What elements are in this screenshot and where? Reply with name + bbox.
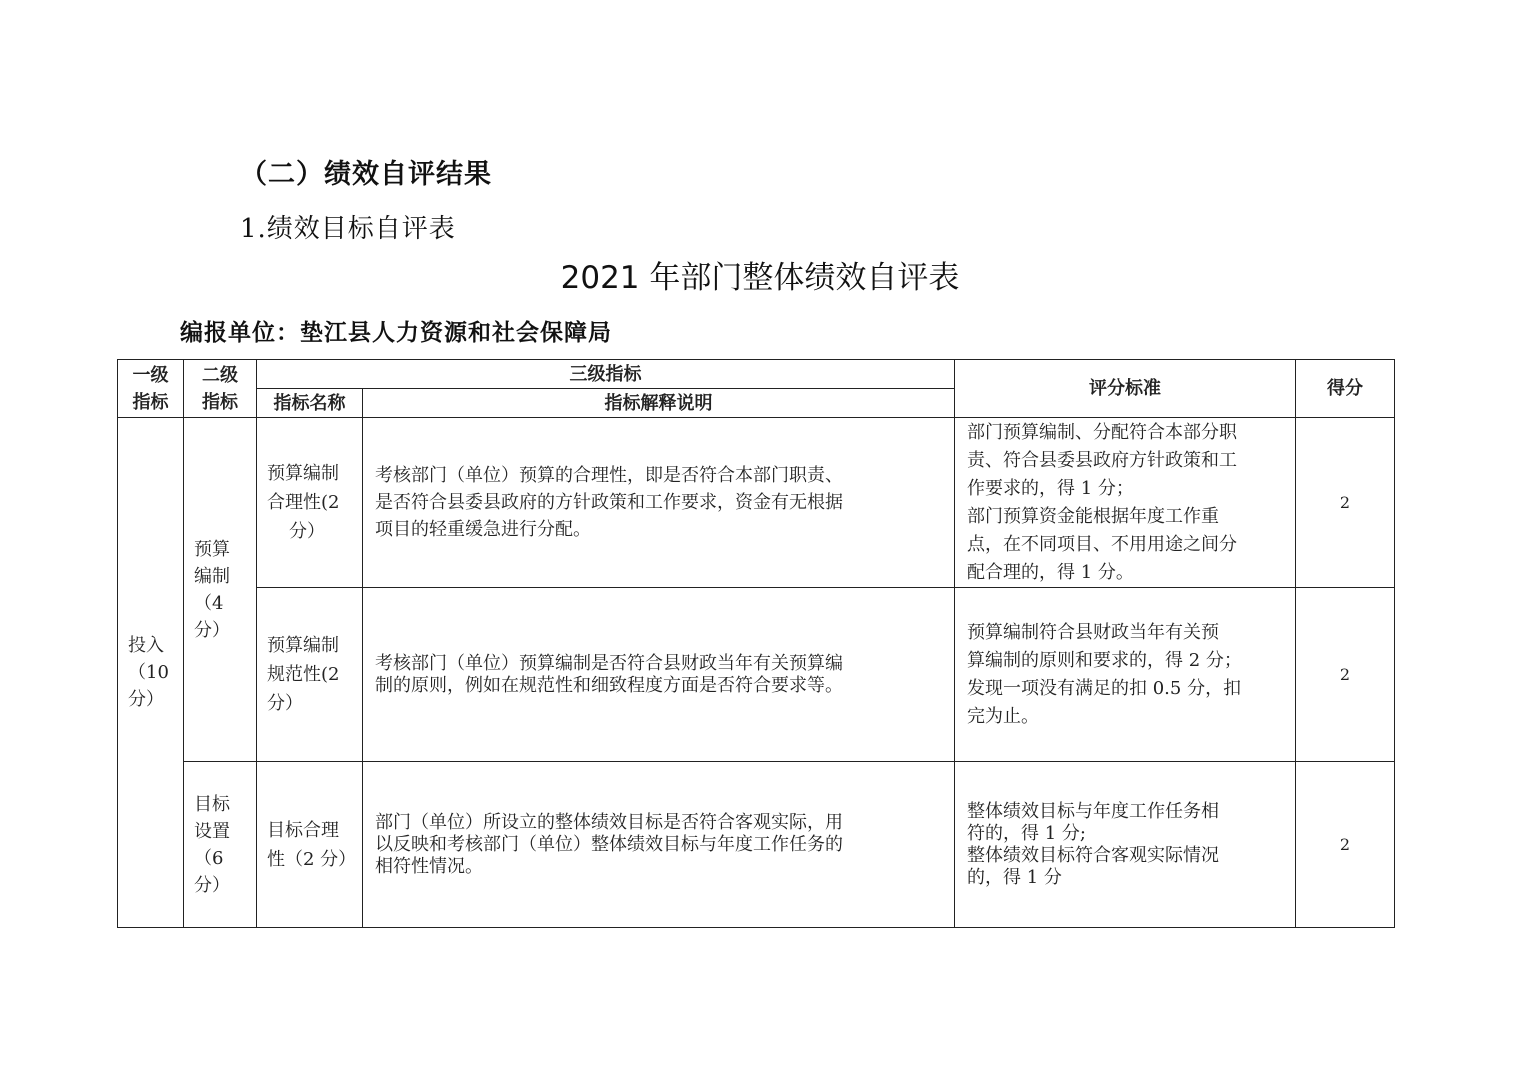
level2-indicator: 目标 设置 （6 分） (184, 762, 257, 928)
score-value: 2 (1296, 418, 1395, 588)
scoring-criteria: 部门预算编制、分配符合本部分职 责、符合县委县政府方针政策和工 作要求的，得 1 分； 部门预算资金能根据年度工作重 点，在不同项目、不用用途之间分 配合理的，得 1 分。 (955, 418, 1296, 588)
header-indicator-desc: 指标解释说明 (363, 389, 955, 418)
indicator-description: 考核部门（单位）预算编制是否符合县财政当年有关预算编 制的原则，例如在规范性和细致程度方面是否符合要求等。 (363, 588, 955, 762)
table-row (118, 762, 1395, 928)
score-value: 2 (1296, 588, 1395, 762)
table-row (118, 588, 1395, 762)
level1-indicator: 投入 （10 分） (118, 418, 184, 928)
evaluation-table (117, 359, 1395, 928)
table-title: 2021 年部门整体绩效自评表 (560, 260, 960, 296)
score-value: 2 (1296, 762, 1395, 928)
header-level1: 一级 指标 (118, 360, 184, 418)
indicator-name: 目标合理 性（2 分） (257, 762, 363, 928)
sub-heading: 1.绩效目标自评表 (240, 214, 456, 244)
level2-indicator: 预算 编制 （4 分） (184, 418, 257, 762)
indicator-name: 预算编制 合理性(2 分） (257, 418, 363, 588)
indicator-description: 部门（单位）所设立的整体绩效目标是否符合客观实际，用 以反映和考核部门（单位）整体绩效目标与年度工作任务的 相符性情况。 (363, 762, 955, 928)
header-criteria: 评分标准 (955, 360, 1296, 418)
reporting-unit: 编报单位：垫江县人力资源和社会保障局 (180, 319, 612, 346)
section-heading: （二）绩效自评结果 (240, 159, 492, 190)
scoring-criteria: 整体绩效目标与年度工作任务相 符的，得 1 分; 整体绩效目标符合客观实际情况 的，得 1 分 (955, 762, 1296, 928)
header-row (118, 360, 1395, 389)
table-row (118, 418, 1395, 588)
header-level3: 三级指标 (257, 360, 955, 389)
scoring-criteria: 预算编制符合县财政当年有关预 算编制的原则和要求的，得 2 分； 发现一项没有满足的扣 0.5 分，扣 完为止。 (955, 588, 1296, 762)
indicator-description: 考核部门（单位）预算的合理性，即是否符合本部门职责、 是否符合县委县政府的方针政策和工作要求，资金有无根据 项目的轻重缓急进行分配。 (363, 418, 955, 588)
header-indicator-name: 指标名称 (257, 389, 363, 418)
indicator-name: 预算编制 规范性(2 分） (257, 588, 363, 762)
header-level2: 二级 指标 (184, 360, 257, 418)
header-score: 得分 (1296, 360, 1395, 418)
